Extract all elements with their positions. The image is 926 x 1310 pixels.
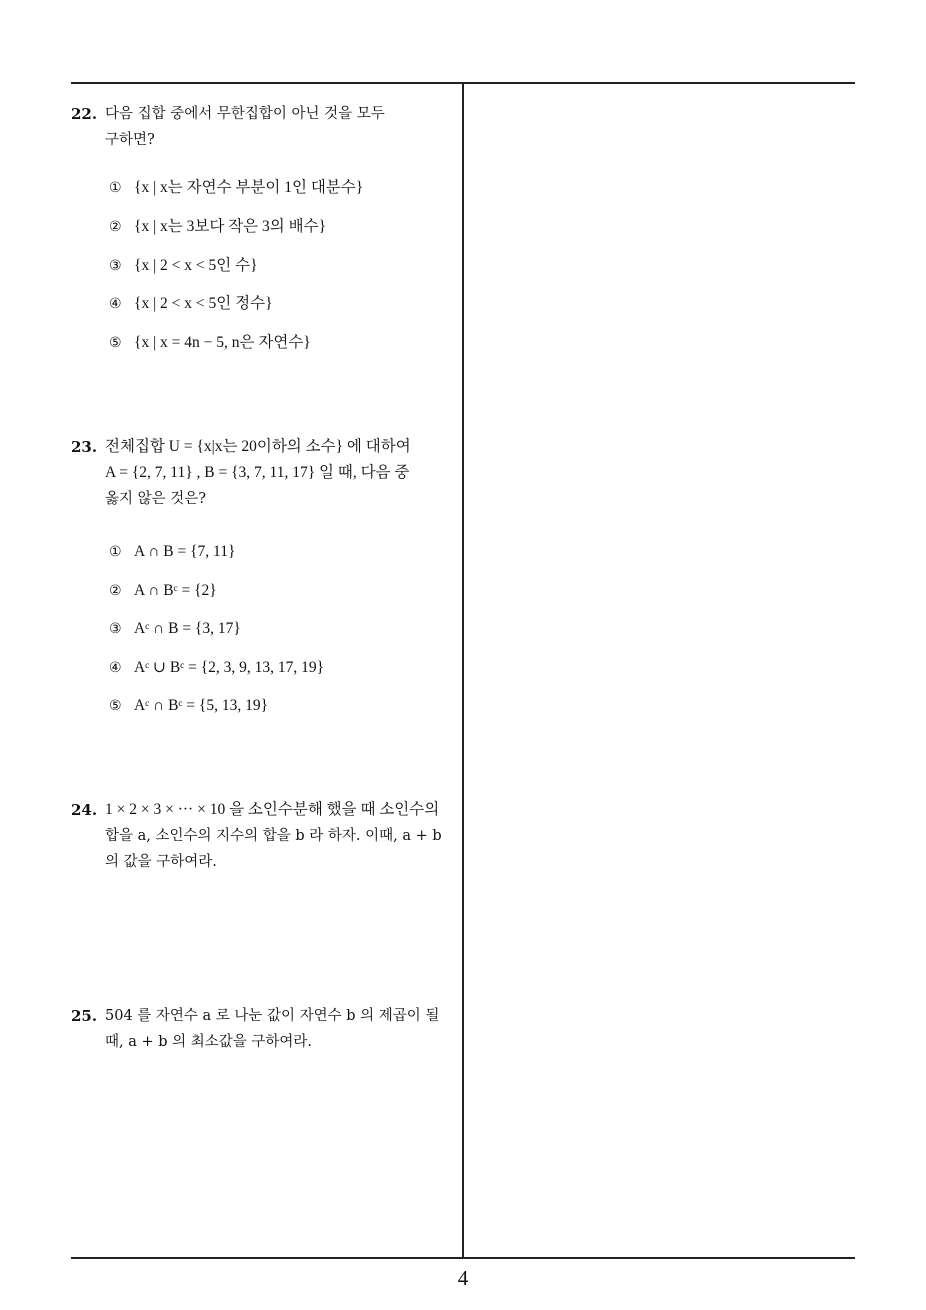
question-22 bbox=[71, 101, 456, 361]
question-line: 옳지 않은 것은? bbox=[105, 491, 207, 507]
option-marker: ② bbox=[109, 219, 122, 235]
option-marker: ① bbox=[109, 180, 122, 196]
question-line: 구하면? bbox=[105, 132, 155, 148]
question-line: 다음 집합 중에서 무한집합이 아닌 것을 모두 bbox=[105, 106, 385, 122]
option-text: {x | 2 < x < 5인 정수} bbox=[134, 295, 273, 312]
answer-option[interactable] bbox=[109, 658, 324, 678]
answer-option[interactable] bbox=[109, 581, 217, 601]
option-marker: ⑤ bbox=[109, 698, 122, 714]
option-marker: ② bbox=[109, 583, 122, 599]
question-line: 504 를 자연수 a 로 나눈 값이 자연수 b 의 제곱이 될 bbox=[105, 1008, 440, 1024]
question-number: 24. bbox=[71, 801, 98, 819]
option-marker: ④ bbox=[109, 660, 122, 676]
option-text: Aᶜ ∩ Bᶜ = {5, 13, 19} bbox=[134, 697, 269, 714]
option-text: Aᶜ ∩ B = {3, 17} bbox=[134, 620, 241, 637]
bottom-rule bbox=[71, 1257, 855, 1259]
question-line: 때, a + b 의 최소값을 구하여라. bbox=[105, 1034, 313, 1050]
column-divider bbox=[462, 82, 464, 1258]
option-marker: ① bbox=[109, 544, 122, 560]
question-stem bbox=[71, 1003, 456, 1055]
question-line: A = {2, 7, 11} , B = {3, 7, 11, 17} 일 때, 다음 중 bbox=[105, 464, 410, 481]
option-text: {x | 2 < x < 5인 수} bbox=[134, 257, 258, 274]
option-marker: ③ bbox=[109, 258, 122, 274]
answer-option[interactable] bbox=[109, 178, 363, 198]
option-marker: ④ bbox=[109, 296, 122, 312]
question-stem bbox=[71, 101, 456, 153]
option-marker: ⑤ bbox=[109, 335, 122, 351]
option-text: Aᶜ ∪ Bᶜ = {2, 3, 9, 13, 17, 19} bbox=[134, 659, 325, 676]
option-text: {x | x = 4n − 5, n은 자연수} bbox=[134, 334, 311, 351]
answer-option[interactable] bbox=[109, 217, 326, 237]
answer-option[interactable] bbox=[109, 619, 241, 639]
option-text: {x | x는 자연수 부분이 1인 대분수} bbox=[134, 179, 364, 196]
question-25 bbox=[71, 1003, 456, 1063]
question-stem bbox=[71, 434, 456, 512]
question-stem bbox=[71, 797, 456, 875]
option-text: A ∩ Bᶜ = {2} bbox=[134, 582, 217, 599]
question-line: 합을 a, 소인수의 지수의 합을 b 라 하자. 이때, a + b bbox=[105, 828, 442, 844]
answer-option[interactable] bbox=[109, 696, 268, 716]
question-number: 23. bbox=[71, 438, 98, 456]
question-number: 22. bbox=[71, 105, 98, 123]
answer-option[interactable] bbox=[109, 542, 235, 562]
question-23 bbox=[71, 434, 456, 724]
answer-option[interactable] bbox=[109, 294, 273, 314]
page-number: 4 bbox=[457, 1266, 469, 1290]
option-marker: ③ bbox=[109, 621, 122, 637]
option-text: {x | x는 3보다 작은 3의 배수} bbox=[134, 218, 327, 235]
question-24 bbox=[71, 797, 456, 887]
option-text: A ∩ B = {7, 11} bbox=[134, 543, 236, 560]
question-number: 25. bbox=[71, 1007, 98, 1025]
question-line: 의 값을 구하여라. bbox=[105, 854, 217, 870]
answer-option[interactable] bbox=[109, 333, 311, 353]
answer-option[interactable] bbox=[109, 256, 258, 276]
question-line: 1 × 2 × 3 × ··· × 10 을 소인수분해 했을 때 소인수의 bbox=[105, 801, 440, 818]
question-line: 전체집합 U = {x|x는 20이하의 소수} 에 대하여 bbox=[105, 438, 411, 455]
